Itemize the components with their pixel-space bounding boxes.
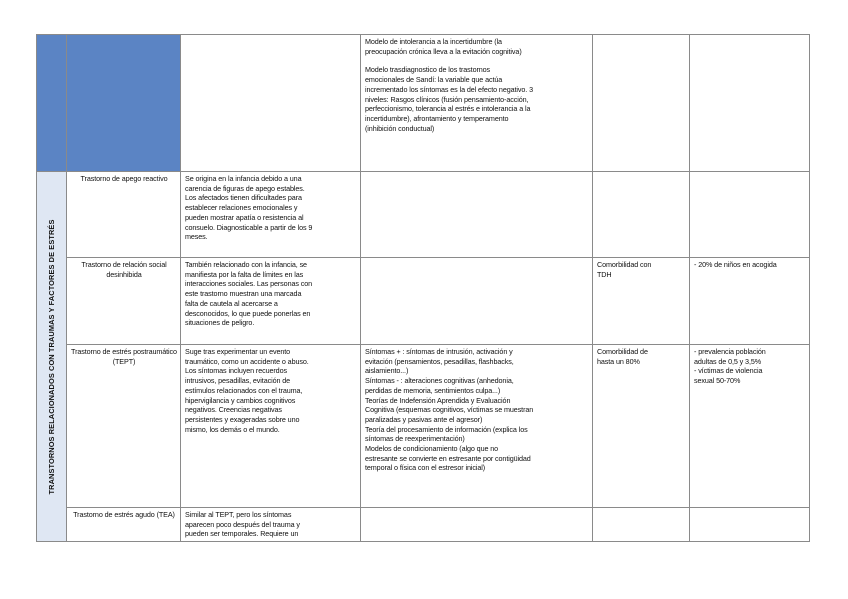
section-side-band [37,35,67,172]
table-row [37,35,810,172]
disorder-name-cell [67,258,181,345]
comorbidity-cell: Comorbilidad de hasta un 80% [593,345,690,508]
table-row [37,345,810,508]
causes-cell [361,508,593,542]
disorder-name: Trastorno de estrés agudo (TEA) [73,510,175,519]
table-row [37,258,810,345]
section-side-label-cell [37,172,67,542]
disorder-name-cell [67,508,181,542]
epidemiology-cell [690,172,810,258]
disorder-name: Trastorno de estrés postraumático (TEPT) [71,347,177,366]
epidemiology-cell [690,508,810,542]
table-row [37,508,810,542]
causes-cell [361,258,593,345]
description-cell: Similar al TEPT, pero los síntomas aparecen poco después del trauma y pueden ser temporales. Requiere un [181,508,361,542]
causes-cell [361,35,593,172]
comorbidity-cell [593,35,690,172]
disorder-name-cell [67,172,181,258]
disorder-name: Trastorno de relación social desinhibida [81,260,167,279]
causes-cell: Síntomas + : síntomas de intrusión, activación y evitación (pensamientos, pesadillas, flashbacks, aislamiento...) Síntomas - : alteraciones cognitivas (anhedonia, perdidas de memoria, sentimientos culpa...) Teorías de Indefensión Aprendida y Evaluación Cognitiva (esquemas cognitivos, víctimas se muestran paralizadas y pasivas ante el agresor) Teoría del procesamiento de información (explica los síntomas de reexperimentación) Modelos de condicionamiento (algo que no estresante se convierte en estresante por contigüidad temporal o física con el estresor inicial) [361,345,593,508]
description-cell [181,35,361,172]
description-cell: Se origina en la infancia debido a una carencia de figuras de apego estables. Los afectados tienen dificultades para establecer relaciones emocionales y pueden mostrar apatía o resistencia al consuelo. Diagnosticable a partir de los 9 meses. [181,172,361,258]
disorders-table [36,34,810,542]
disorder-name-cell [67,35,181,172]
comorbidity-cell [593,172,690,258]
causes-cell [361,172,593,258]
epidemiology-cell: - prevalencia población adultas de 0,5 y 3,5% - víctimas de violencia sexual 50-70% [690,345,810,508]
disorder-name-cell [67,345,181,508]
description-cell: También relacionado con la infancia, se manifiesta por la falta de límites en las interacciones sociales. Las personas con este trastorno muestran una marcada falta de cautela al acercarse a desconocidos, lo que puede ponerlas en situaciones de peligro. [181,258,361,345]
comorbidity-cell [593,508,690,542]
section-side-label: TRANSTORNOS RELACIONADOS CON TRAUMAS Y FACTORES DE ESTRÉS [46,219,56,494]
epidemiology-cell [690,35,810,172]
transdiagnostic-model-text: Modelo trasdiagnostico de los trastornos emocionales de Sandí: la variable que actúa incrementado los síntomas es la del efecto negativo. 3 niveles: Rasgos clínicos (fusión pensamiento-acción, perfeccionismo, tolerancia al estrés e intolerancia a la incertidumbre), afrontamiento y temperamento (inhibición conductual) [365,65,533,133]
uncertainty-model-text: Modelo de intolerancia a la incertidumbre (la preocupación crónica lleva a la evitación cognitiva) [365,37,522,56]
epidemiology-cell: - 20% de niños en acogida [690,258,810,345]
disorder-name: Trastorno de apego reactivo [80,174,168,183]
table-row [37,172,810,258]
comorbidity-cell: Comorbilidad con TDH [593,258,690,345]
description-cell: Suge tras experimentar un evento traumático, como un accidente o abuso. Los síntomas incluyen recuerdos intrusivos, pesadillas, evitación de estímulos relacionados con el trauma, hipervigilancia y cambios cognitivos negativos. Creencias negativas persistentes y exageradas sobre uno mismo, los demás o el mundo. [181,345,361,508]
